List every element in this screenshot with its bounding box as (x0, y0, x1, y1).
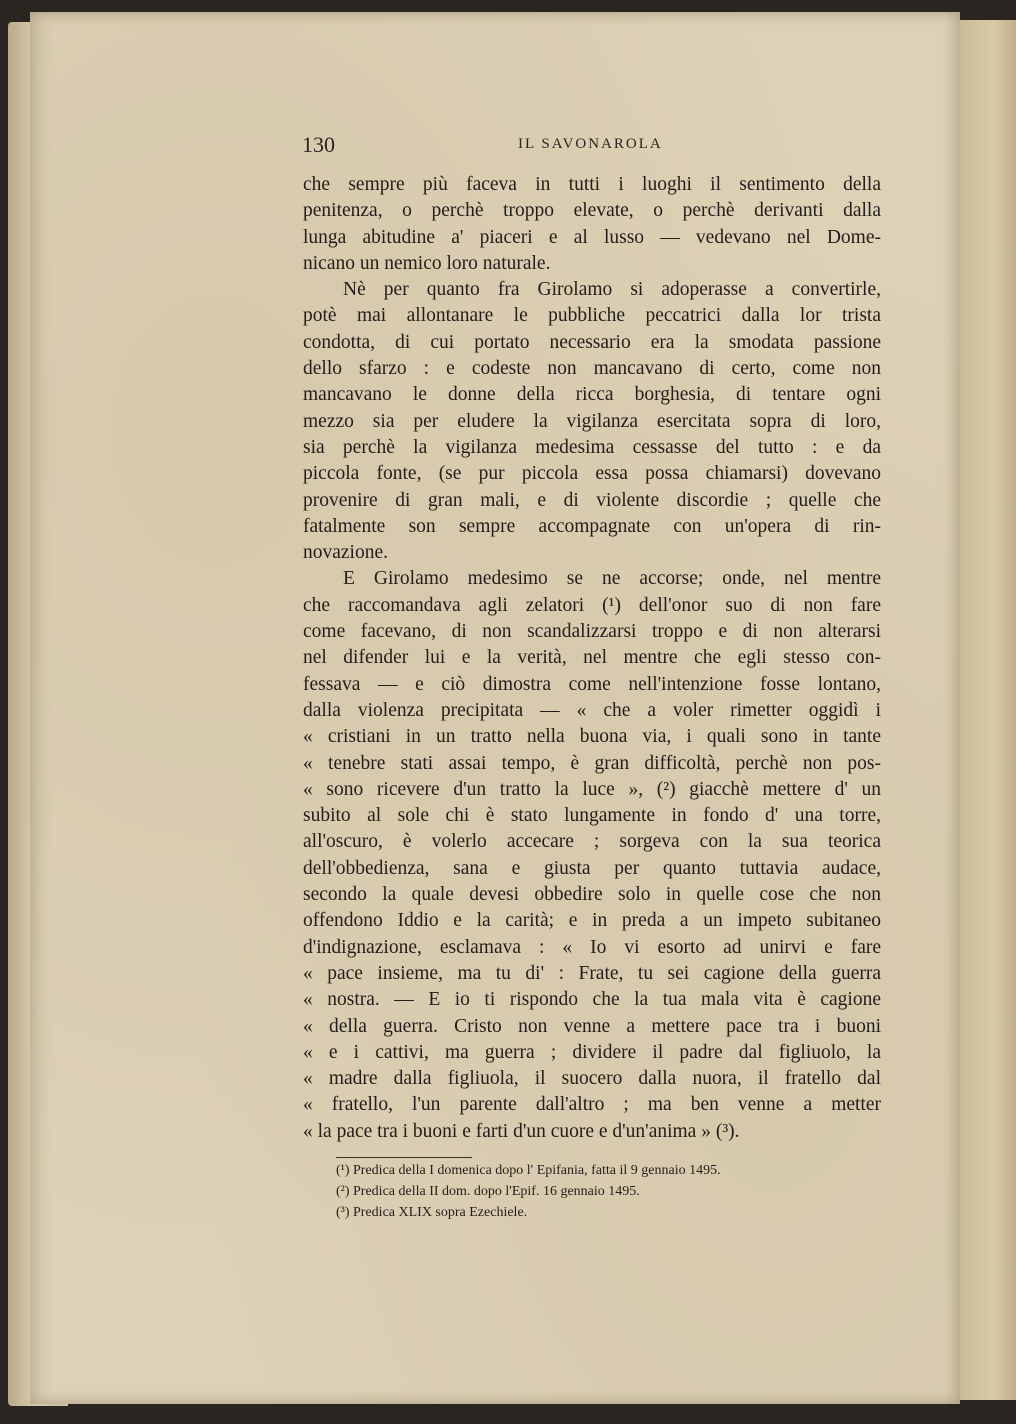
text-line: mezzo sia per eludere la vigilanza esercitata sopra di loro, (303, 410, 881, 432)
text-line: d'indignazione, esclamava : « Io vi esorto ad unirvi e fare (303, 936, 881, 958)
text-line: « pace insieme, ma tu di' : Frate, tu sei cagione della guerra (303, 962, 881, 984)
text-line: E Girolamo medesimo se ne accorse; onde, nel mentre (343, 568, 881, 590)
text-line: « nostra. — E io ti rispondo che la tua mala vita è cagione (303, 989, 881, 1011)
text-line: subito al sole chi è stato lungamente in fondo d' una torre, (303, 805, 881, 827)
text-line: penitenza, o perchè troppo elevate, o perchè derivanti dalla (303, 200, 881, 222)
text-line: nicano un nemico loro naturale. (303, 252, 551, 274)
text-line: fatalmente son sempre accompagnate con un'opera di rin- (303, 515, 881, 537)
text-line: « madre dalla figliuola, il suocero dalla nuora, il fratello dal (303, 1068, 881, 1090)
text-line: lunga abitudine a' piaceri e al lusso — vedevano nel Dome- (303, 226, 881, 248)
text-line: Nè per quanto fra Girolamo si adoperasse a convertirle, (343, 279, 881, 301)
footnotes (336, 1160, 876, 1223)
text-line: che sempre più faceva in tutti i luoghi il sentimento della (303, 174, 881, 195)
text-line: dalla violenza precipitata — « che a voler rimetter oggidì i (303, 699, 881, 721)
footnote: (³) Predica XLIX sopra Ezechiele. (336, 1205, 528, 1220)
text-line: « della guerra. Cristo non venne a mettere pace tra i buoni (303, 1015, 881, 1037)
footnote: (¹) Predica della I domenica dopo l' Epifania, fatta il 9 gennaio 1495. (336, 1163, 721, 1178)
footnote: (²) Predica della II dom. dopo l'Epif. 16 gennaio 1495. (336, 1184, 640, 1199)
text-line: « fratello, l'un parente dall'altro ; ma ben venne a metter (303, 1094, 881, 1116)
text-line: « cristiani in un tratto nella buona via, i quali sono in tante (303, 726, 881, 748)
text-line: potè mai allontanare le pubbliche peccatrici dalla lor trista (303, 305, 881, 327)
text-line: piccola fonte, (se pur piccola essa possa chiamarsi) dovevano (303, 463, 881, 485)
page-header (302, 132, 882, 162)
text-line: « sono ricevere d'un tratto la luce », (²) giacchè mettere d' un (303, 778, 881, 800)
text-line: come facevano, di non scandalizzarsi troppo e di non alterarsi (303, 621, 881, 643)
text-line: secondo la quale devesi obbedire solo in quelle cose che non (303, 884, 881, 906)
text-line: offendono Iddio e la carità; e in preda a un impeto subitaneo (303, 910, 881, 932)
text-line: dell'obbedienza, sana e giusta per quanto tuttavia audace, (303, 857, 881, 879)
text-line: dello sfarzo : e codeste non mancavano di certo, come non (303, 358, 881, 380)
text-line: « la pace tra i buoni e farti d'un cuore e d'un'anima » (³). (303, 1120, 740, 1142)
text-line: novazione. (303, 542, 389, 564)
text-line: « tenebre stati assai tempo, è gran difficoltà, perchè non pos- (303, 752, 881, 774)
text-line: « e i cattivi, ma guerra ; dividere il padre dal figliuolo, la (303, 1041, 881, 1063)
text-line: sia perchè la vigilanza medesima cessasse del tutto : e da (303, 436, 881, 458)
running-head: IL SAVONAROLA (518, 136, 663, 152)
text-line: che raccomandava agli zelatori (¹) dell'onor suo di non fare (303, 594, 881, 616)
footnote-divider (336, 1157, 472, 1158)
text-line: all'oscuro, è volerlo accecare ; sorgeva con la sua teorica (303, 831, 881, 853)
page-number: 130 (302, 132, 335, 157)
body-text (303, 172, 881, 1145)
facing-page-edge (960, 20, 1016, 1400)
text-line: mancavano le donne della ricca borghesia, di tentare ogni (303, 384, 881, 406)
text-line: nel difender lui e la verità, nel mentre che egli stesso con- (303, 647, 881, 669)
text-line: provenire di gran mali, e di violente discordie ; quelle che (303, 489, 881, 511)
text-line: condotta, di cui portato necessario era la smodata passione (303, 331, 881, 353)
text-line: fessava — e ciò dimostra come nell'intenzione fosse lontano, (303, 673, 881, 695)
